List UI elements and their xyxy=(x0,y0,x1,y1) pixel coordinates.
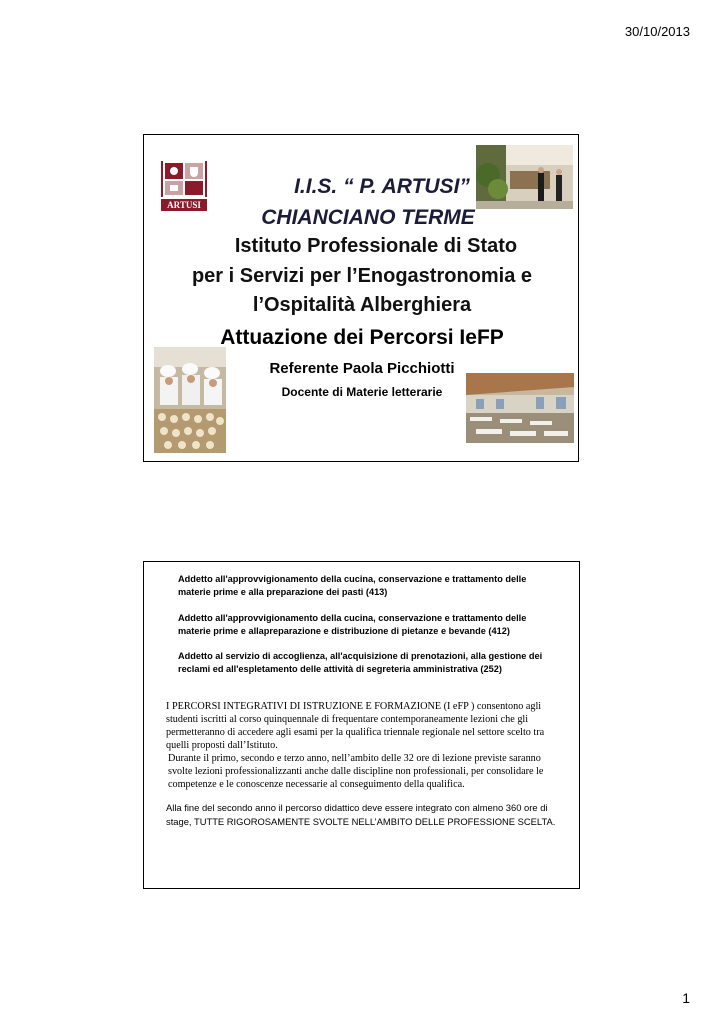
logo-text: ARTUSI xyxy=(167,200,201,210)
referent-role: Docente di Materie letterarie xyxy=(281,385,443,399)
page-number: 1 xyxy=(682,990,690,1006)
qualification-item: Addetto all'approvvigionamento della cucina, conservazione e trattamento delle materie prime e alla preparazione dei pasti (413) xyxy=(178,574,527,597)
slide-heading: Attuazione dei Percorsi IeFP xyxy=(220,326,504,349)
referent-name: Referente Paola Picchiotti xyxy=(269,360,455,377)
qualification-item: Addetto al servizio di accoglienza, all'acquisizione di prenotazioni, alla gestione dei reclami ed all'espletamento delle attività di segreteria amministrativa (252) xyxy=(178,651,543,674)
school-town: CHIANCIANO TERME xyxy=(261,206,475,229)
stage-paragraph: Alla fine del secondo anno il percorso didattico deve essere integrato con almeno 360 ore di stage, TUTTE RIGOROSAMENTE SVOLTE NELL’AMBITO DELLE PROFESSIONE SCELTA. xyxy=(166,802,556,827)
subtitle-line-3: l’Ospitalità Alberghiera xyxy=(252,294,472,316)
school-name: I.I.S. “ P. ARTUSI” xyxy=(294,175,470,198)
dining-hall-photo xyxy=(466,373,574,443)
header-date: 30/10/2013 xyxy=(624,24,690,39)
lessons-paragraph: Durante il primo, secondo e terzo anno, nell’ambito delle 32 ore di lezione previste saranno svolte lezioni professionalizzanti anche dalle discipline non professionali, per consolidare le competenze e le conoscenze necessarie al conseguimento della qualifica. xyxy=(168,753,544,790)
intro-paragraph: I PERCORSI INTEGRATIVI DI ISTRUZIONE E FORMAZIONE (I eFP ) consentono agli studenti iscritti al corso quinquennale di frequentare contemporaneamente lezioni che gli permetteranno di accedere agli esami per la qualifica triennale regionale nel settore scelto tra quelli proposti dall’Istituto. xyxy=(166,701,545,751)
slide-title xyxy=(143,134,579,462)
subtitle-line-1: Istituto Professionale di Stato xyxy=(234,235,518,257)
slide-content xyxy=(143,561,580,889)
qualification-item: Addetto all'approvvigionamento della cucina, conservazione e trattamento delle materie prime e allapreparazione e distribuzione di pietanze e bevande (412) xyxy=(178,613,527,636)
subtitle-line-2: per i Servizi per l’Enogastronomia e xyxy=(191,265,533,287)
